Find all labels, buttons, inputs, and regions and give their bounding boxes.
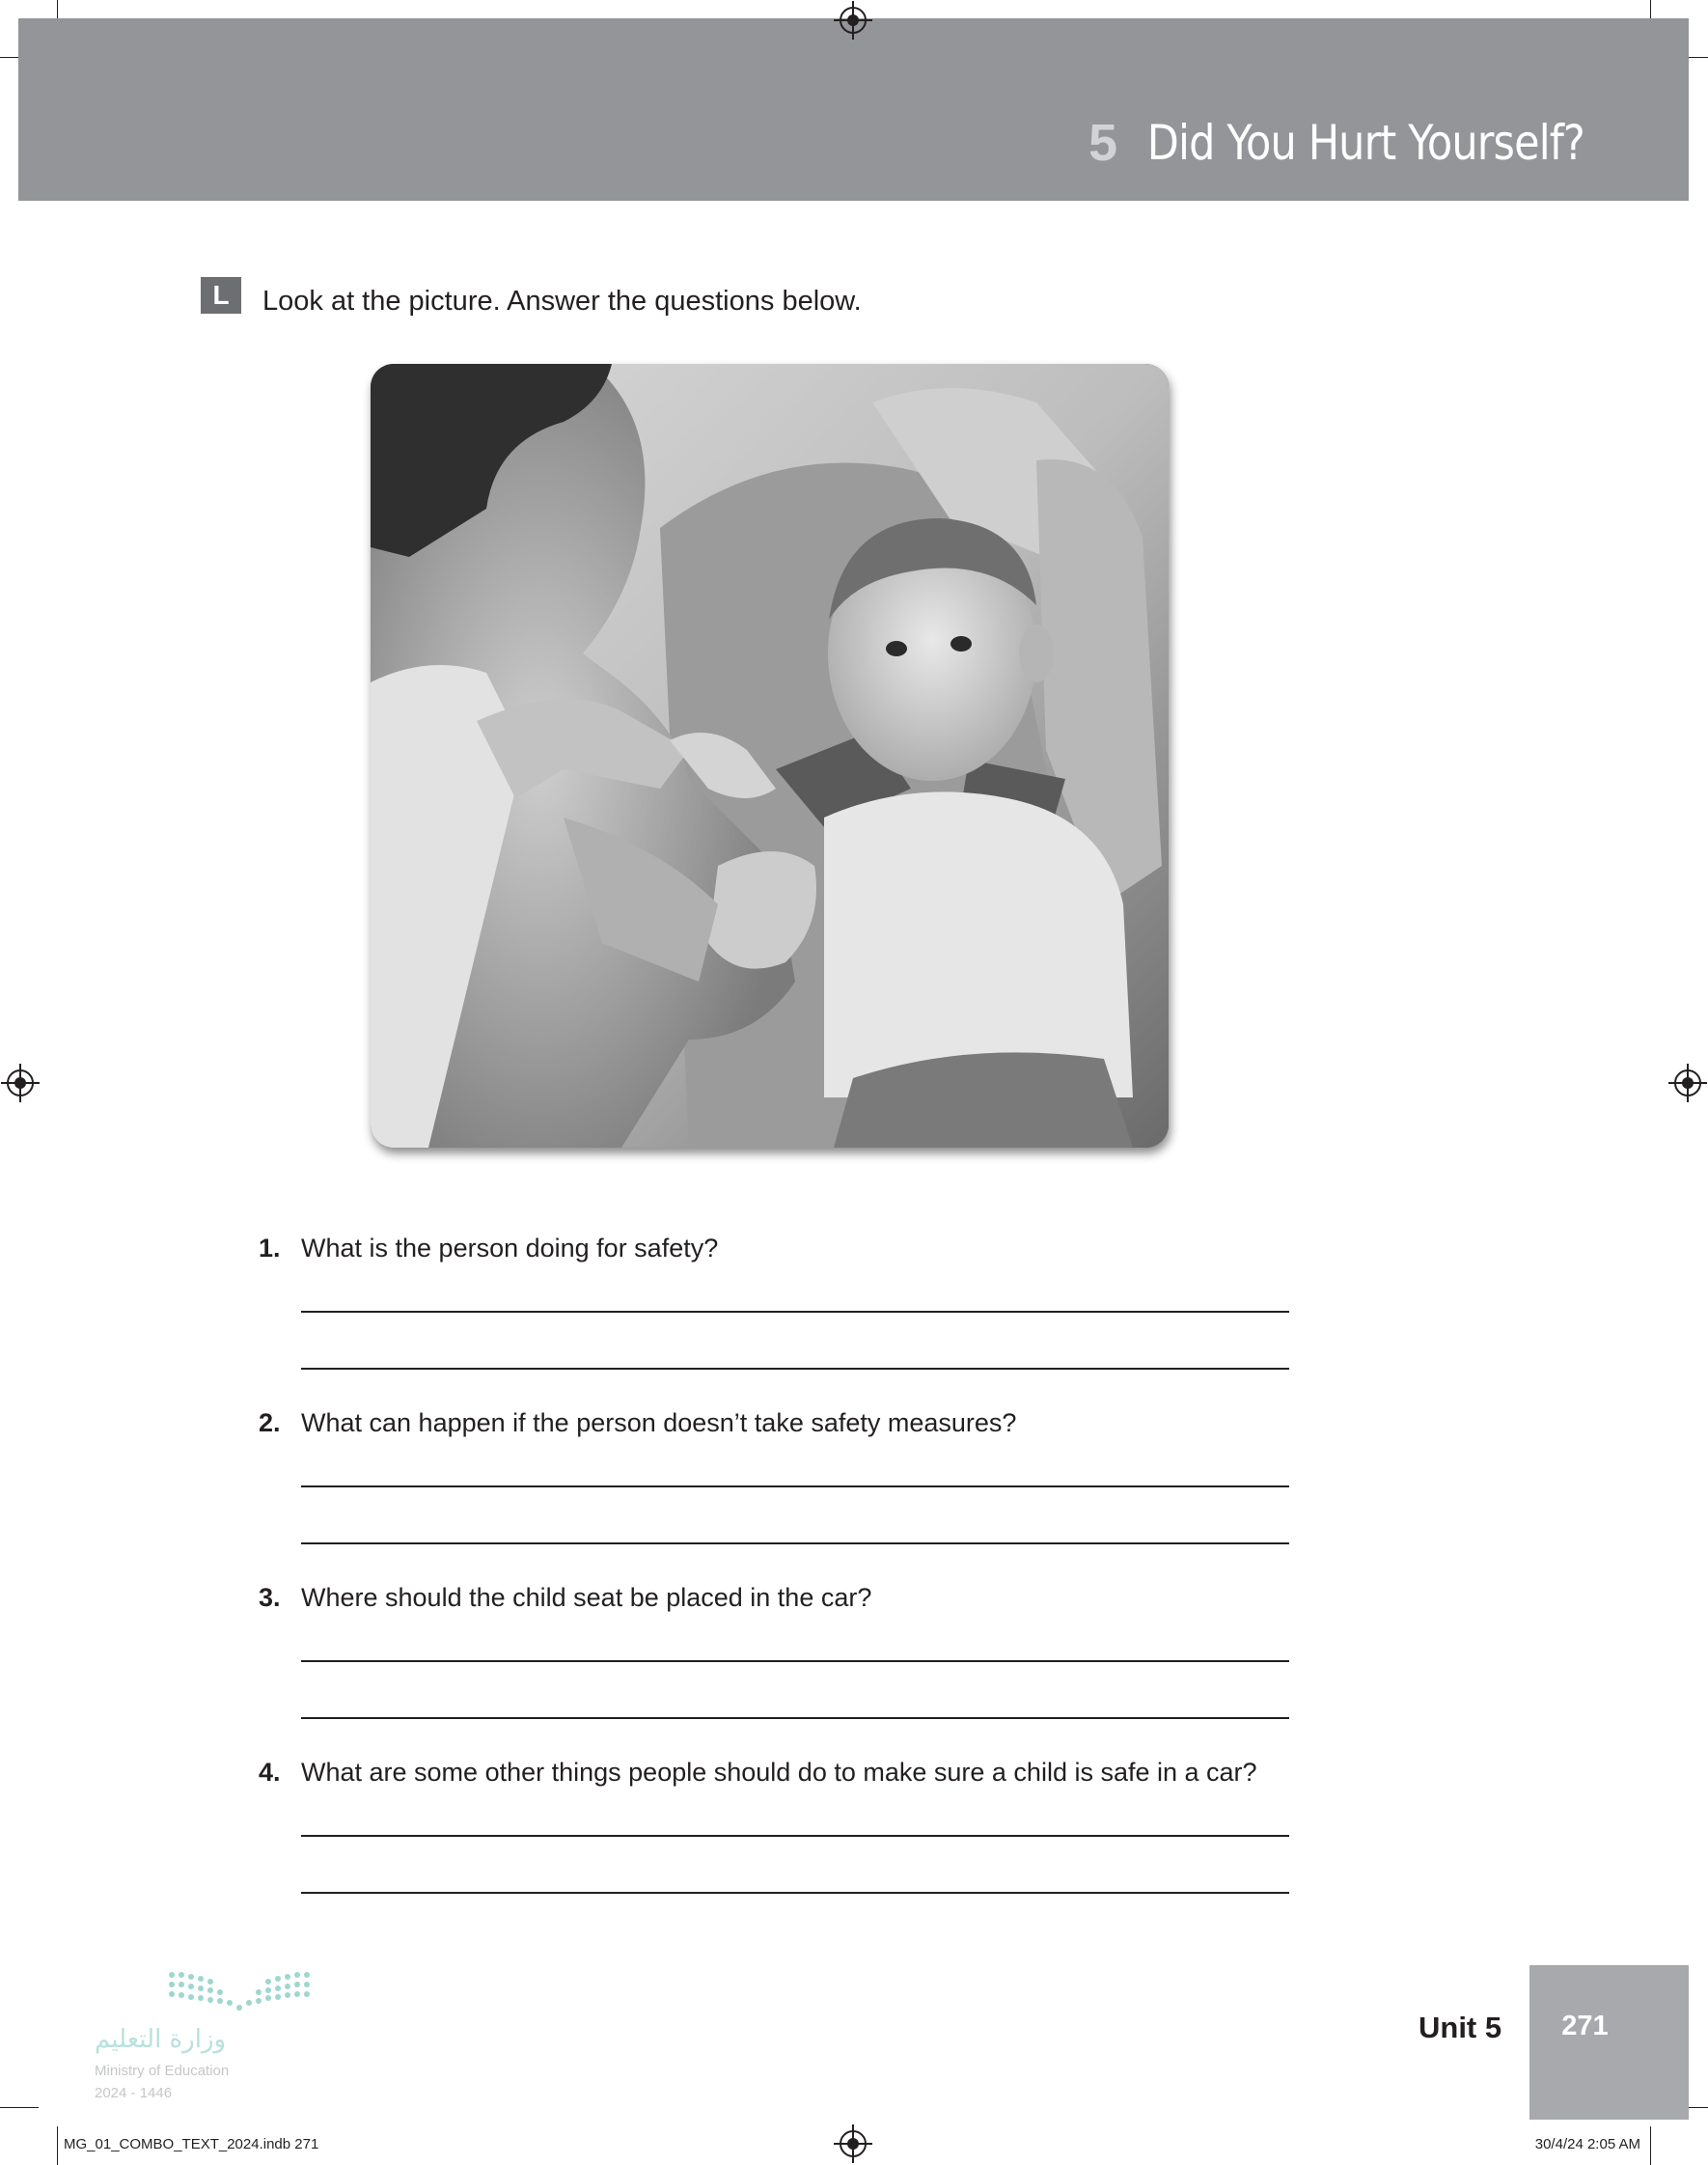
question-text: What is the person doing for safety? [301,1234,719,1263]
crop-mark [1650,2126,1651,2165]
question-text: Where should the child seat be placed in the car? [301,1583,872,1612]
registration-mark-icon [7,1069,34,1096]
answer-line[interactable] [301,1717,1289,1719]
page-number: 271 [1561,2011,1609,2041]
registration-mark-icon [1674,1069,1701,1096]
print-slug-date: 30/4/24 2:05 AM [1534,2136,1640,2152]
answer-line[interactable] [301,1485,1289,1487]
registration-mark-icon [840,2130,867,2157]
question-text: What can happen if the person doesn’t take safety measures? [301,1408,1017,1437]
photo-illustration [371,364,1169,1148]
question-number: 2. [259,1408,281,1437]
crop-mark [57,2126,58,2165]
chapter-number: 5 [1088,114,1117,172]
print-slug-file: MG_01_COMBO_TEXT_2024.indb 271 [64,2136,319,2152]
question-text: What are some other things people should do to make sure a child is safe in a car? [301,1758,1257,1787]
ministry-name-english: Ministry of Education [95,2063,230,2079]
page-number-box [1529,1965,1689,2120]
ministry-name-arabic: وزارة التعليم [95,2025,227,2054]
answer-line[interactable] [301,1311,1289,1313]
ministry-year: 2024 - 1446 [95,2085,173,2101]
answer-line[interactable] [301,1835,1289,1837]
answer-line[interactable] [301,1542,1289,1544]
answer-line[interactable] [301,1368,1289,1370]
chapter-header-band [18,18,1689,201]
answer-line[interactable] [301,1660,1289,1662]
photo-father-baby-car-seat [371,364,1169,1148]
section-badge: L [201,277,241,314]
unit-label: Unit 5 [1419,2011,1502,2044]
ministry-logo-icon [164,1969,318,2017]
section-instruction: Look at the picture. Answer the questions below. [262,286,862,317]
question-number: 4. [259,1758,281,1787]
question-number: 1. [259,1234,281,1263]
question-number: 3. [259,1583,281,1612]
registration-mark-icon [840,7,867,34]
crop-mark [0,2107,39,2108]
chapter-title: Did You Hurt Yourself? [1146,115,1584,171]
answer-line[interactable] [301,1892,1289,1894]
